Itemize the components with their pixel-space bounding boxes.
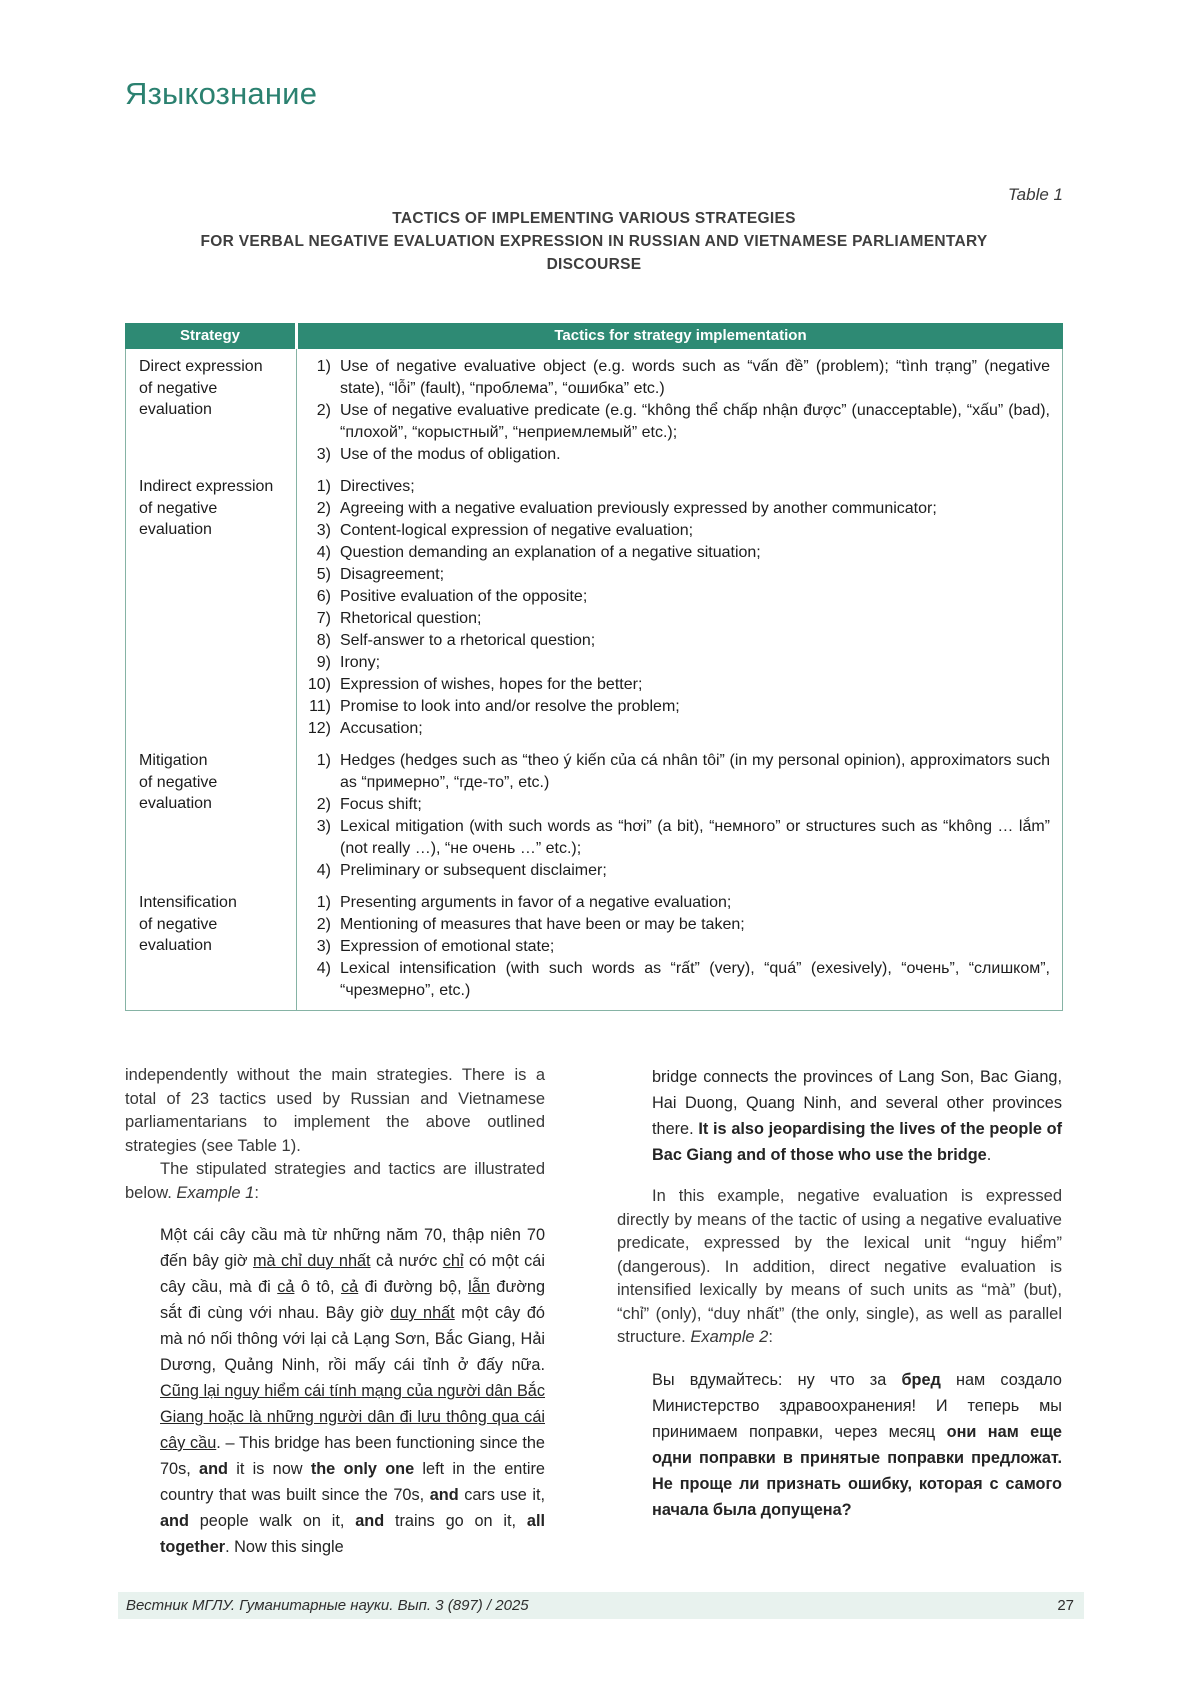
text-segment: cả nước [370,1252,443,1270]
tactics-item-text: Use of the modus of obligation. [340,446,561,463]
text-segment: The stipulated strategies and tactics are illustrated below. [125,1160,545,1202]
tactics-item [301,860,1050,882]
tactics-item-number: 9) [316,654,331,671]
text-segment: the only one [310,1460,415,1478]
strategy-cell: Direct expression of negative evaluation [139,358,263,418]
tactics-item-text: Lexical intensification (with such words as “rất” (very), “quá” (exesively), “очень”, “слишком”, “чрезмерно”, etc.) [340,960,1050,999]
text-segment: and [199,1460,228,1478]
tactics-list [296,882,1062,1010]
tactics-item-text: Expression of emotional state; [340,938,555,955]
text-segment: đi đường bộ, [358,1278,469,1296]
text-segment: Вы вдумайтесь: ну что за [652,1370,902,1389]
table-header-strategy: Strategy [125,323,295,349]
table-title [125,207,1063,276]
footer-page-number: 27 [1057,1597,1074,1614]
table-body [125,349,1063,1011]
body-right-column [617,1064,1062,1560]
text-segment: : [768,1328,773,1346]
tactics-item [301,892,1050,914]
text-segment: . [986,1146,992,1164]
tactics-item-number: 7) [316,610,331,627]
body-paragraph [125,1064,545,1158]
table-header-tactics: Tactics for strategy implementation [298,323,1063,349]
text-segment: một cây đó mà nó nối thông với lại cả Lạng Sơn, Bắc Giang, Hải Dương, Quảng Ninh, rồi mấy cái tỉnh ở đấy nữa. [160,1304,545,1374]
tactics-item-text: Self-answer to a rhetorical question; [340,632,596,649]
tactics-list [296,349,1062,466]
text-segment: lẫn [468,1278,490,1296]
text-segment: они нам еще одни поправки в принятые поправки предложат. Не проще ли признать ошибку, которая с самого начала была допущена? [652,1422,1062,1519]
example-block [652,1367,1062,1523]
tactics-item [301,794,1050,816]
text-segment: Example 2 [690,1328,769,1346]
body-paragraph [617,1185,1062,1350]
tactics-item [301,498,1050,520]
tactics-item-number: 12) [307,720,331,737]
tactics-item [301,444,1050,466]
tactics-item-number: 8) [316,632,331,649]
text-segment: бред [901,1370,941,1389]
text-segment: mà chỉ duy nhất [252,1252,371,1270]
tactics-item-text: Preliminary or subsequent disclaimer; [340,862,607,879]
table-header-row [125,323,1063,349]
text-segment: left in the entire country that was built since the 70s, [160,1460,545,1504]
tactics-item-number: 3) [316,522,331,539]
text-segment: có một cái cây cầu, mà đi [160,1252,545,1296]
footer-journal-title: Вестник МГЛУ. Гуманитарные науки. Вып. 3 (897) / 2025 [126,1597,529,1614]
text-segment: Một cái cây cầu mà từ những năm 70, thập niên 70 đến bây giờ [160,1226,545,1270]
tactics-item-text: Irony; [340,654,381,671]
tactics-item [301,586,1050,608]
text-segment: cả [340,1278,359,1296]
tactics-item-text: Hedges (hedges such as “theo ý kiến của cá nhân tôi” (in my personal opinion), approximators such as “примерно”, “где-то”, etc.) [340,752,1050,791]
tactics-list [296,740,1062,882]
strategy-cell: Mitigation of negative evaluation [139,752,218,812]
text-segment: and [355,1512,385,1530]
text-segment: нам создало Министерство здравоохранения! И теперь мы принимаем поправки, через месяц [652,1370,1062,1441]
tactics-item-text: Promise to look into and/or resolve the problem; [340,698,680,715]
table-caption-label: Table 1 [1007,185,1063,204]
body-paragraph [125,1158,545,1205]
tactics-item-text: Rhetorical question; [340,610,482,627]
tactics-item [301,958,1050,1002]
body-left-column [125,1064,545,1560]
table-row [126,466,1062,740]
footer-bar [118,1592,1084,1619]
tactics-item-number: 1) [316,358,331,375]
tactics-item-text: Expression of wishes, hopes for the better; [340,676,643,693]
text-segment: all together [160,1512,545,1556]
text-segment: It is also jeopardising the lives of the people of Bac Giang and of those who use the bridge [652,1120,1062,1164]
table-row [126,740,1062,882]
tactics-item [301,356,1050,400]
text-segment: bridge connects the provinces of Lang Son, Bac Giang, Hai Duong, Quang Ninh, and several other provinces there. [652,1068,1062,1138]
tactics-item-number: 2) [316,796,331,813]
tactics-item [301,520,1050,542]
text-segment: In this example, negative evaluation is expressed directly by means of the tactic of using a negative evaluative predicate, expressed by the lexical unit “nguy hiểm” (dangerous). In addition, direct negative evaluation is intensified lexically by means of such units as “mà” (but), “chỉ” (only), “duy nhất” (the only, single), as well as parallel structure. [617,1187,1062,1346]
strategies-table [125,323,1063,1011]
tactics-item-number: 4) [316,544,331,561]
tactics-item [301,718,1050,740]
text-segment: trains go on it, [384,1512,527,1530]
tactics-item [301,936,1050,958]
text-segment: and [160,1512,189,1530]
tactics-item-text: Lexical mitigation (with such words as “hơi” (a bit), “немного” or structures such as “không … lắm” (not really …), “не очень …” etc.); [340,818,1050,857]
tactics-item-text: Agreeing with a negative evaluation previously expressed by another communicator; [340,500,937,517]
tactics-item-text: Use of negative evaluative predicate (e.g. “không thể chấp nhận được” (unacceptable), “xấu” (bad), “плохой”, “корыстный”, “неприемлемый” etc.); [340,402,1050,441]
tactics-item [301,608,1050,630]
tactics-item-number: 1) [316,752,331,769]
text-segment: đường sắt đi cùng với nhau. Bây giờ [160,1278,546,1322]
tactics-item [301,674,1050,696]
tactics-item-number: 1) [316,894,331,911]
tactics-item-number: 6) [316,588,331,605]
text-segment: duy nhất [390,1304,455,1322]
tactics-item-text: Focus shift; [340,796,422,813]
tactics-item-number: 2) [316,402,331,419]
tactics-item-text: Mentioning of measures that have been or may be taken; [340,916,745,933]
tactics-item-number: 4) [316,960,331,977]
section-header: Языкознание [125,76,318,111]
text-segment: Example 1 [176,1183,255,1202]
text-segment: and [429,1486,459,1504]
text-segment: cars use it, [458,1486,546,1504]
tactics-item-text: Positive evaluation of the opposite; [340,588,588,605]
tactics-item [301,652,1050,674]
tactics-item-number: 3) [316,938,331,955]
example-block [160,1222,545,1560]
strategy-cell: Intensification of negative evaluation [139,894,237,954]
tactics-item [301,816,1050,860]
tactics-item-number: 3) [316,446,331,463]
text-segment: independently without the main strategies. There is a total of 23 tactics used by Russian and Vietnamese parliamentarians to implement the above outlined strategies (see Table 1). [125,1066,545,1155]
tactics-item [301,400,1050,444]
tactics-item-number: 10) [307,676,331,693]
tactics-item [301,476,1050,498]
tactics-item-text: Directives; [340,478,415,495]
body-columns [125,1064,1062,1560]
tactics-item [301,542,1050,564]
tactics-item-number: 4) [316,862,331,879]
text-segment: people walk on it, [188,1512,356,1530]
tactics-item-text: Disagreement; [340,566,445,583]
table-title-line-2: FOR VERBAL NEGATIVE EVALUATION EXPRESSION IN RUSSIAN AND VIETNAMESE PARLIAMENTARY [200,233,988,250]
tactics-item [301,750,1050,794]
tactics-item [301,564,1050,586]
text-segment: ô tô, [294,1278,341,1296]
tactics-item-number: 11) [309,698,331,715]
tactics-item [301,914,1050,936]
text-segment: chỉ [442,1252,464,1270]
text-segment: it is now [228,1460,311,1478]
table-row [126,349,1062,466]
tactics-item-number: 2) [316,500,331,517]
text-segment: . – This bridge has been functioning since the 70s, [160,1434,545,1478]
tactics-list [296,466,1062,740]
tactics-item-text: Use of negative evaluative object (e.g. words such as “vấn đề” (problem); “tình trạng” (negative state), “lỗi” (fault), “проблема”, “ошибка” etc.) [340,358,1050,397]
text-segment: : [254,1183,259,1202]
table-row [126,882,1062,1010]
example-block [652,1064,1062,1168]
tactics-item-text: Accusation; [340,720,423,737]
tactics-item [301,630,1050,652]
table-title-line-1: TACTICS OF IMPLEMENTING VARIOUS STRATEGIES [392,210,796,227]
text-segment: Cũng lại nguy hiểm cái tính mạng của người dân Bắc Giang hoặc là những người dân đi lưu thông qua cái cây cầu [160,1382,545,1452]
table-title-line-3: DISCOURSE [546,256,642,273]
tactics-item-text: Presenting arguments in favor of a negative evaluation; [340,894,732,911]
tactics-item-text: Content-logical expression of negative evaluation; [340,522,694,539]
tactics-item-text: Question demanding an explanation of a negative situation; [340,544,761,561]
tactics-item-number: 5) [316,566,331,583]
text-segment: cả [277,1278,295,1296]
tactics-item [301,696,1050,718]
tactics-item-number: 2) [316,916,331,933]
tactics-item-number: 1) [316,478,331,495]
text-segment: . Now this single [225,1538,344,1556]
strategy-cell: Indirect expression of negative evaluation [139,478,274,538]
tactics-item-number: 3) [316,818,331,835]
